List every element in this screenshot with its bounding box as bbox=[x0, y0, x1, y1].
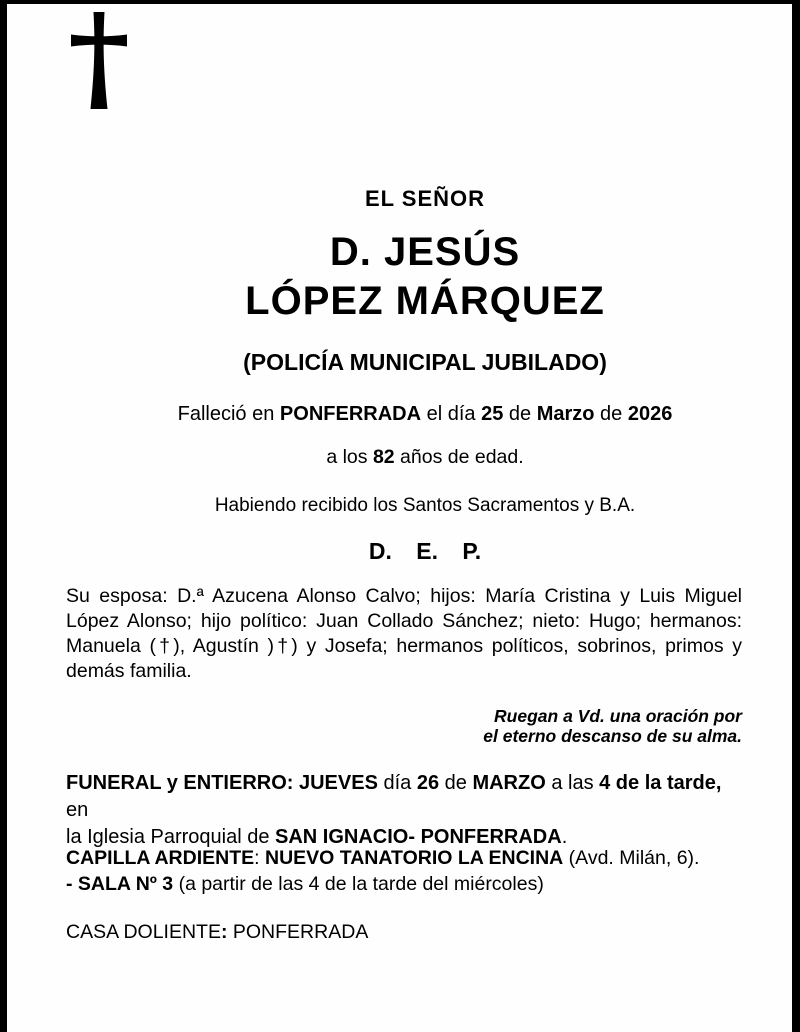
profession-subtitle: (POLICÍA MUNICIPAL JUBILADO) bbox=[243, 349, 607, 375]
sacraments-line: Habiendo recibido los Santos Sacramentos y B.A. bbox=[214, 495, 636, 516]
deceased-name-line1: D. JESÚS bbox=[329, 230, 521, 274]
wake-chapel-details: CAPILLA ARDIENTE: NUEVO TANATORIO LA ENCINA (Avd. Milán, 6). - SALA Nº 3 (a partir de las 4 de la tarde del miércoles) bbox=[66, 847, 700, 895]
honorific-title: EL SEÑOR bbox=[364, 186, 486, 211]
funeral-details: FUNERAL y ENTIERRO: JUEVES día 26 de MARZO a las 4 de la tarde, en la Iglesia Parroquial de SAN IGNACIO- PONFERRADA. bbox=[66, 772, 722, 848]
deceased-name bbox=[66, 228, 784, 326]
prayer-line1: Ruegan a Vd. una oración por bbox=[494, 706, 742, 726]
family-paragraph: Su esposa: D.ª Azucena Alonso Calvo; hijos: María Cristina y Luis Miguel López Alonso; hijo político: Juan Collado Sánchez; nieto: Hugo; hermanos: Manuela (†), Agustín )†) y Josefa; hermanos políticos, sobrinos, primos y demás familia. bbox=[66, 585, 742, 682]
page-border-right bbox=[792, 0, 800, 1032]
mourning-home-line: CASA DOLIENTE: PONFERRADA bbox=[66, 921, 369, 943]
deceased-name-line2: LÓPEZ MÁRQUEZ bbox=[245, 279, 605, 323]
latin-cross-icon bbox=[70, 11, 128, 110]
dep-abbreviation: D. E. P. bbox=[368, 538, 482, 564]
prayer-line2: el eterno descanso de su alma. bbox=[483, 726, 742, 746]
age-line: a los 82 años de edad. bbox=[326, 446, 524, 468]
page-border-top bbox=[0, 0, 800, 4]
death-notice-line: Falleció en PONFERRADA el día 25 de Marzo de 2026 bbox=[177, 403, 673, 425]
prayer-request bbox=[66, 706, 742, 746]
page-border-left bbox=[0, 0, 7, 1032]
